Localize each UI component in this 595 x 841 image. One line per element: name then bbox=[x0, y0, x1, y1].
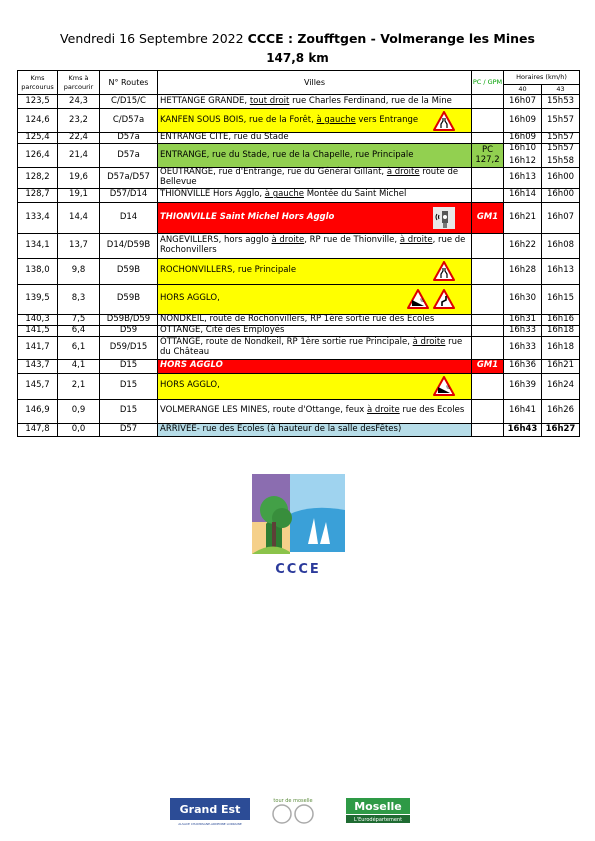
pc-gpm-cell bbox=[472, 325, 504, 336]
table-row bbox=[18, 423, 580, 436]
km-restants-cell: 23,2 bbox=[58, 109, 100, 133]
time-40-cell bbox=[504, 336, 542, 359]
time-43-cell bbox=[542, 202, 580, 233]
time-43-cell bbox=[542, 284, 580, 314]
direction-text: , route de Rochonvillers, RP 1ère sortie rue des Ecoles bbox=[204, 313, 435, 324]
time-40-cell bbox=[504, 359, 542, 373]
time-40-cell bbox=[504, 258, 542, 284]
table-row bbox=[18, 359, 580, 373]
table-row bbox=[18, 373, 580, 399]
table-row bbox=[18, 144, 580, 168]
km-parcourus-cell: 133,4 bbox=[18, 202, 58, 233]
pc-gpm-cell bbox=[472, 399, 504, 423]
time-40-cell bbox=[504, 202, 542, 233]
time-40-cell bbox=[504, 95, 542, 109]
km-parcourus-cell: 126,4 bbox=[18, 144, 58, 168]
time-value: 16h09 bbox=[508, 132, 537, 143]
route-cell: D15 bbox=[100, 399, 158, 423]
route-cell: D59B bbox=[100, 258, 158, 284]
place-name: ANGEVILLERS bbox=[160, 234, 219, 245]
signs-group bbox=[433, 261, 455, 281]
table-row bbox=[18, 168, 580, 189]
direction-text: à gauche bbox=[316, 114, 356, 125]
time-40-cell bbox=[504, 233, 542, 258]
time-value: 16h26 bbox=[546, 405, 575, 416]
signs-group bbox=[407, 289, 455, 309]
time-40-cell bbox=[504, 133, 542, 144]
route-cell: D57a bbox=[100, 133, 158, 144]
time-value: 16h18 bbox=[546, 324, 575, 335]
time-value: 16h14 bbox=[508, 189, 537, 200]
col-speed-43: 43 bbox=[542, 85, 580, 95]
svg-text:Grand Est: Grand Est bbox=[179, 803, 241, 816]
time-value: 16h43 bbox=[507, 423, 538, 434]
km-parcourus-cell: 140,3 bbox=[18, 314, 58, 325]
km-restants-cell: 6,1 bbox=[58, 336, 100, 359]
pc-gpm-cell bbox=[472, 314, 504, 325]
time-40-cell bbox=[504, 284, 542, 314]
ville-cell bbox=[158, 373, 472, 399]
km-parcourus-cell: 147,8 bbox=[18, 423, 58, 436]
time-value: 16h31 bbox=[508, 313, 537, 324]
pc-gpm-cell bbox=[472, 423, 504, 436]
direction-text: rue Charles Ferdinand, rue de la Mine bbox=[289, 95, 452, 106]
pc-gpm-cell bbox=[472, 133, 504, 144]
direction-text: rue du Château bbox=[160, 336, 463, 357]
time-40-cell bbox=[504, 423, 542, 436]
time-43-cell bbox=[542, 168, 580, 189]
place-name: THIONVILLE Saint Michel Hors Agglo bbox=[160, 211, 335, 222]
time-value: 16h13 bbox=[546, 265, 575, 276]
col-villes: Villes bbox=[158, 71, 472, 95]
route-cell: D57a/D57 bbox=[100, 168, 158, 189]
time-value: 16h18 bbox=[546, 341, 575, 352]
direction-text: , rue d'Entrange, rue du Général Gillant, bbox=[213, 167, 387, 177]
km-restants-cell: 8,3 bbox=[58, 284, 100, 314]
direction-text: , rue du Stade, rue de la Chapelle, rue Principale bbox=[206, 149, 414, 160]
race-date: Vendredi 16 Septembre 2022 bbox=[60, 31, 244, 46]
place-name: ARRIVEE bbox=[160, 423, 197, 434]
time-value: 16h13 bbox=[508, 171, 537, 182]
page-title bbox=[0, 31, 595, 46]
time-value: 15h53 bbox=[546, 95, 575, 106]
place-name: VOLMERANGE LES MINES bbox=[160, 405, 268, 416]
time-43-cell bbox=[542, 109, 580, 133]
direction-text: à droite bbox=[399, 234, 433, 245]
direction-text: , route d'Ottange, feux bbox=[267, 405, 367, 416]
table-row bbox=[18, 202, 580, 233]
route-cell: C/D15/C bbox=[100, 95, 158, 109]
km-parcourus-cell: 125,4 bbox=[18, 133, 58, 144]
place-name: OTTANGE bbox=[160, 336, 201, 347]
road-narrows-sign bbox=[433, 111, 455, 131]
pc-gpm-cell bbox=[472, 168, 504, 189]
route-cell: D59 bbox=[100, 325, 158, 336]
km-restants-cell: 0,9 bbox=[58, 399, 100, 423]
ville-cell bbox=[158, 188, 472, 202]
place-name: HORS AGGLO bbox=[160, 360, 223, 371]
tour-de-moselle-logo bbox=[273, 798, 313, 823]
km-restants-cell: 2,1 bbox=[58, 373, 100, 399]
pc-gpm-cell bbox=[472, 144, 504, 168]
road-narrows-sign bbox=[433, 261, 455, 281]
time-value: 16h22 bbox=[508, 239, 537, 250]
direction-text: à gauche bbox=[264, 189, 304, 200]
time-value: 16h33 bbox=[508, 324, 537, 335]
km-parcourus-cell: 141,7 bbox=[18, 336, 58, 359]
pc-gpm-cell bbox=[472, 202, 504, 233]
route-cell: D15 bbox=[100, 359, 158, 373]
time-40-cell bbox=[504, 109, 542, 133]
place-name: OEUTRANGE bbox=[160, 167, 214, 177]
time-43-cell bbox=[542, 233, 580, 258]
route-cell: D59B/D59 bbox=[100, 314, 158, 325]
direction-text: , bbox=[217, 380, 220, 391]
time-value: 15h57 bbox=[546, 143, 575, 154]
pc-gpm-cell bbox=[472, 336, 504, 359]
time-value: 16h07 bbox=[508, 95, 537, 106]
km-restants-cell: 0,0 bbox=[58, 423, 100, 436]
time-43-cell bbox=[542, 133, 580, 144]
km-restants-cell: 14,4 bbox=[58, 202, 100, 233]
table-row bbox=[18, 188, 580, 202]
km-restants-cell: 19,6 bbox=[58, 168, 100, 189]
km-restants-cell: 22,4 bbox=[58, 133, 100, 144]
direction-text: , Cité des Employés bbox=[200, 324, 285, 335]
km-parcourus-cell: 123,5 bbox=[18, 95, 58, 109]
pc-gpm-cell bbox=[472, 359, 504, 373]
time-43-cell bbox=[542, 325, 580, 336]
time-40-cell bbox=[504, 373, 542, 399]
signs-group bbox=[433, 111, 455, 131]
pc-km: 127,2 bbox=[475, 154, 500, 165]
direction-text: tout droit bbox=[249, 95, 290, 106]
ville-cell bbox=[158, 284, 472, 314]
pc-label: GM1 bbox=[476, 360, 499, 371]
direction-text: , bbox=[217, 293, 220, 304]
svg-text:%: % bbox=[446, 385, 450, 391]
time-value: 16h07 bbox=[546, 211, 575, 222]
col-speed-40: 40 bbox=[504, 85, 542, 95]
time-value: 16h27 bbox=[545, 423, 576, 434]
ville-cell bbox=[158, 202, 472, 233]
ville-cell bbox=[158, 359, 472, 373]
ville-cell bbox=[158, 133, 472, 144]
time-40-cell bbox=[504, 399, 542, 423]
col-horaires: Horaires (km/h) bbox=[504, 71, 580, 85]
time-value: 16h10 bbox=[508, 143, 537, 154]
km-restants-cell: 24,3 bbox=[58, 95, 100, 109]
sponsors-bar bbox=[170, 794, 415, 828]
svg-text:L'Eurodépartement: L'Eurodépartement bbox=[353, 817, 403, 823]
svg-text:tour de moselle: tour de moselle bbox=[273, 798, 313, 804]
steep-descent-sign bbox=[433, 376, 455, 396]
ville-cell bbox=[158, 144, 472, 168]
place-name: HETTANGE GRANDE, bbox=[160, 95, 250, 106]
pc-label: GM1 bbox=[476, 211, 499, 222]
km-parcourus-cell: 143,7 bbox=[18, 359, 58, 373]
direction-text: à droite bbox=[386, 167, 420, 177]
moselle-logo bbox=[346, 798, 410, 823]
km-parcourus-cell: 138,0 bbox=[18, 258, 58, 284]
ville-cell bbox=[158, 109, 472, 133]
ville-cell bbox=[158, 325, 472, 336]
km-parcourus-cell: 128,2 bbox=[18, 168, 58, 189]
time-value: 15h57 bbox=[546, 114, 575, 125]
time-value: 16h41 bbox=[508, 405, 537, 416]
km-restants-cell: 7,5 bbox=[58, 314, 100, 325]
table-row bbox=[18, 233, 580, 258]
signs-group bbox=[433, 207, 455, 229]
table-row bbox=[18, 258, 580, 284]
place-name: THIONVILLE Hors Agglo bbox=[160, 189, 260, 200]
km-parcourus-cell: 124,6 bbox=[18, 109, 58, 133]
table-row bbox=[18, 109, 580, 133]
km-parcourus-cell: 141,5 bbox=[18, 325, 58, 336]
direction-text: , rue de la Forêt, bbox=[243, 114, 317, 125]
time-value: 16h15 bbox=[546, 293, 575, 304]
place-name: ROCHONVILLERS bbox=[160, 265, 233, 276]
ville-cell bbox=[158, 233, 472, 258]
time-43-cell bbox=[542, 95, 580, 109]
pc-gpm-cell bbox=[472, 109, 504, 133]
ville-cell bbox=[158, 168, 472, 189]
time-43-cell bbox=[542, 188, 580, 202]
pc-gpm-cell bbox=[472, 373, 504, 399]
time-value: 16h28 bbox=[508, 265, 537, 276]
ville-cell bbox=[158, 423, 472, 436]
table-row bbox=[18, 336, 580, 359]
route-cell: D57 bbox=[100, 423, 158, 436]
direction-text: , rue de Rochonvillers bbox=[160, 234, 466, 255]
svg-text:Moselle: Moselle bbox=[354, 800, 402, 813]
ville-cell bbox=[158, 314, 472, 325]
direction-text: à droite bbox=[366, 405, 400, 416]
km-parcourus-cell: 134,1 bbox=[18, 233, 58, 258]
direction-text: , rue Principale bbox=[232, 265, 297, 276]
time-value: 16h33 bbox=[508, 341, 537, 352]
pc-gpm-cell bbox=[472, 188, 504, 202]
col-pc-gpm: PC / GPM bbox=[472, 71, 504, 95]
time-value: 16h24 bbox=[546, 380, 575, 391]
pc-gpm-cell bbox=[472, 258, 504, 284]
col-kms-a-parcourir: Kms à parcourir bbox=[58, 71, 100, 95]
time-40-cell bbox=[504, 188, 542, 202]
km-parcourus-cell: 146,9 bbox=[18, 399, 58, 423]
km-parcourus-cell: 128,7 bbox=[18, 188, 58, 202]
table-row bbox=[18, 95, 580, 109]
pc-gpm-cell bbox=[472, 284, 504, 314]
time-43-cell bbox=[542, 336, 580, 359]
time-value: 16h21 bbox=[508, 211, 537, 222]
route-cell: D59/D15 bbox=[100, 336, 158, 359]
km-parcourus-cell: 145,7 bbox=[18, 373, 58, 399]
place-name: NONDKEIL bbox=[160, 313, 205, 324]
direction-text: , rue du Stade bbox=[228, 132, 289, 143]
col-routes: N° Routes bbox=[100, 71, 158, 95]
direction-text: route de Bellevue bbox=[160, 167, 459, 187]
direction-text: , bbox=[259, 189, 265, 200]
time-value: 15h57 bbox=[546, 132, 575, 143]
time-value: 16h16 bbox=[546, 313, 575, 324]
time-value: 16h00 bbox=[546, 171, 575, 182]
time-43-cell bbox=[542, 258, 580, 284]
table-row bbox=[18, 325, 580, 336]
direction-text: à droite bbox=[412, 336, 446, 347]
route-cell: D14 bbox=[100, 202, 158, 233]
signs-group bbox=[433, 376, 455, 396]
table-row bbox=[18, 399, 580, 423]
pc-gpm-cell bbox=[472, 95, 504, 109]
svg-text:ALSACE CHAMPAGNE-ARDENNE LORRA: ALSACE CHAMPAGNE-ARDENNE LORRAINE bbox=[178, 822, 242, 826]
place-name: OTTANGE bbox=[160, 324, 201, 335]
bends-sign bbox=[433, 289, 455, 309]
time-40-cell bbox=[504, 325, 542, 336]
ville-cell bbox=[158, 399, 472, 423]
time-43-cell bbox=[542, 373, 580, 399]
ccce-logo bbox=[252, 474, 345, 577]
time-value: 16h21 bbox=[546, 360, 575, 371]
km-restants-cell: 9,8 bbox=[58, 258, 100, 284]
time-value: 15h58 bbox=[546, 156, 575, 166]
route-cell: D14/D59B bbox=[100, 233, 158, 258]
time-value: 16h30 bbox=[508, 293, 537, 304]
time-43-cell bbox=[542, 399, 580, 423]
time-value: 16h08 bbox=[546, 239, 575, 250]
col-kms-parcourus: Kms parcourus bbox=[18, 71, 58, 95]
time-43-cell bbox=[542, 314, 580, 325]
time-value: 16h36 bbox=[508, 360, 537, 371]
route-cell: C/D57a bbox=[100, 109, 158, 133]
direction-text: à droite bbox=[271, 234, 305, 245]
route-cell: D57a bbox=[100, 144, 158, 168]
place-name: HORS AGGLO bbox=[160, 380, 218, 391]
km-restants-cell: 19,1 bbox=[58, 188, 100, 202]
km-restants-cell: 21,4 bbox=[58, 144, 100, 168]
ville-cell bbox=[158, 95, 472, 109]
itinerary-rows bbox=[18, 95, 580, 437]
direction-text: , RP rue de Thionville, bbox=[304, 234, 400, 245]
time-43-cell bbox=[542, 423, 580, 436]
place-name: KANFEN SOUS BOIS bbox=[160, 114, 244, 125]
km-restants-cell: 13,7 bbox=[58, 233, 100, 258]
route-cell: D59B bbox=[100, 284, 158, 314]
time-value: 16h09 bbox=[508, 114, 537, 125]
km-restants-cell: 4,1 bbox=[58, 359, 100, 373]
place-name: HORS AGGLO bbox=[160, 293, 218, 304]
race-name: CCCE : Zoufftgen - Volmerange les Mines bbox=[247, 31, 535, 46]
pc-label: PC bbox=[481, 144, 494, 155]
steep-descent-sign bbox=[407, 289, 429, 309]
ville-cell bbox=[158, 258, 472, 284]
grandest-logo bbox=[170, 798, 250, 826]
place-name: ENTRANGE bbox=[160, 149, 207, 160]
time-value: 16h00 bbox=[546, 189, 575, 200]
km-restants-cell: 6,4 bbox=[58, 325, 100, 336]
time-43-cell bbox=[542, 359, 580, 373]
table-row bbox=[18, 133, 580, 144]
time-value: 16h39 bbox=[508, 380, 537, 391]
time-40-cell bbox=[504, 314, 542, 325]
route-cell: D15 bbox=[100, 373, 158, 399]
table-row bbox=[18, 284, 580, 314]
svg-text:%: % bbox=[420, 298, 424, 304]
km-parcourus-cell: 139,5 bbox=[18, 284, 58, 314]
ville-cell bbox=[158, 336, 472, 359]
place-name: ENTRANGE CITE bbox=[160, 132, 229, 143]
time-43-cell bbox=[542, 144, 580, 168]
itinerary-table bbox=[17, 70, 580, 437]
direction-text: Montée du Saint Michel bbox=[304, 189, 407, 200]
route-cell: D57/D14 bbox=[100, 188, 158, 202]
race-distance: 147,8 km bbox=[266, 51, 329, 65]
direction-text: , route de Nondkeil, RP 1ère sortie rue Principale, bbox=[200, 336, 413, 347]
direction-text: rue des Ecoles bbox=[399, 405, 465, 416]
direction-text: - rue des Ecoles (à hauteur de la salle desFêtes) bbox=[196, 423, 402, 434]
time-40-cell bbox=[504, 144, 542, 168]
direction-text: , hors agglo bbox=[218, 234, 272, 245]
direction-text: vers Entrange bbox=[355, 114, 419, 125]
time-value: 16h12 bbox=[508, 156, 537, 166]
logo-text: CCCE bbox=[275, 562, 321, 577]
table-row bbox=[18, 314, 580, 325]
time-40-cell bbox=[504, 168, 542, 189]
speed-camera-icon bbox=[433, 207, 455, 229]
pc-gpm-cell bbox=[472, 233, 504, 258]
